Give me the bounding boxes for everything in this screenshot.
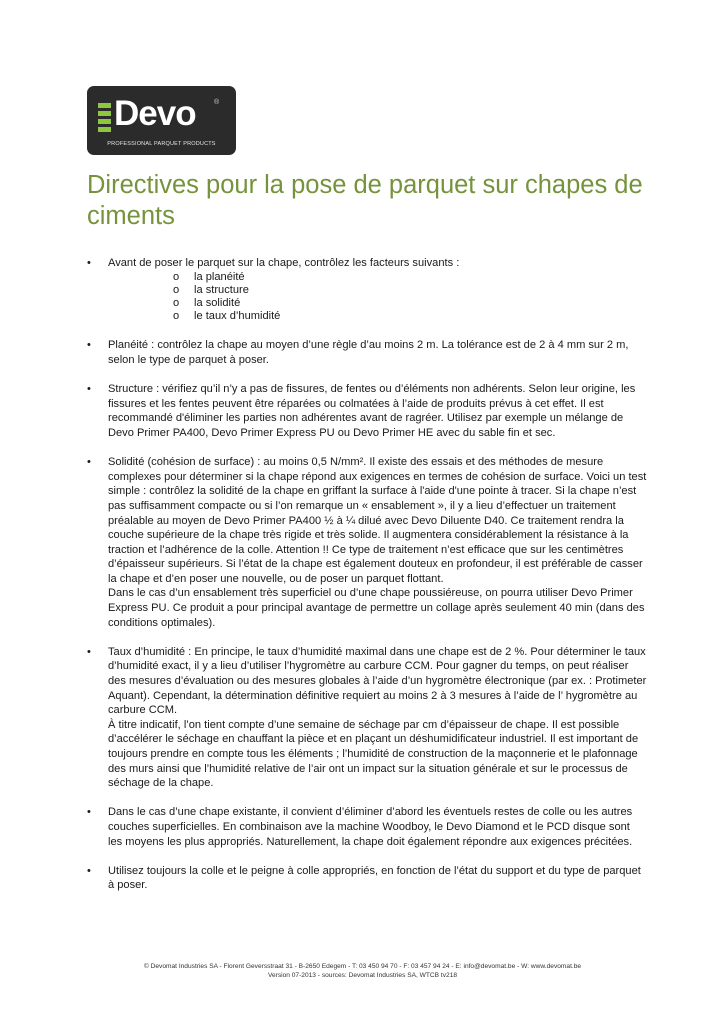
bullet-icon: • <box>87 806 91 819</box>
footer-version-line: Version 07-2013 - sources: Devomat Industries SA, WTCB tv218 <box>267 972 458 979</box>
bullet-section <box>87 455 647 630</box>
factor-list-item <box>108 284 647 297</box>
footer-contact-line: © Devomat Industries SA - Florent Geversstraat 31 - B-2650 Edegem - T: 03 450 94 70 - F: 03 457 94 24 - E: info@devomat.be - W: www.devomat.be <box>143 963 582 970</box>
circle-bullet-icon: o <box>173 297 180 310</box>
devo-logo <box>87 86 236 155</box>
bullet-section <box>87 645 647 791</box>
section-paragraph: Utilisez toujours la colle et le peigne à colle appropriés, en fonction de l’état du support et du type de parquet à poser. <box>108 864 641 892</box>
section-paragraph: Taux d’humidité : En principe, le taux d’humidité maximal dans une chape est de 2 %. Pour déterminer le taux d’humidité exact, il y a lieu d’utiliser l’hygromètre au carbure CCM. Pour gagner du temps, on peut réaliser des mesures d’évaluation ou des mesures globales à l’aide d’un hygromètre électronique (par ex. : Protimeter Aquant). Cependant, la détermination définitive requiert au moins 2 à 3 mesures à l’aide de l’ hygromètre au carbure CCM. <box>108 645 647 717</box>
circle-bullet-icon: o <box>173 270 180 283</box>
bullet-icon: • <box>87 645 91 658</box>
factor-label: la planéité <box>194 270 245 283</box>
logo-registered-mark: ® <box>214 99 220 106</box>
logo-bars-icon <box>98 103 111 135</box>
bullet-section <box>87 382 647 440</box>
bullet-icon: • <box>87 257 91 269</box>
factor-list-item <box>108 297 647 310</box>
section-paragraph: Solidité (cohésion de surface) : au moins 0,5 N/mm². Il existe des essais et des méthodes de mesure complexes pour déterminer si la chape répond aux exigences en termes de cohésion de surface. Voici un test simple : contrôlez la solidité de la chape en griffant la surface à l'aide d'une pointe à tracer. Si la chape n’est pas suffisamment compacte ou si l’on remarque un « ensablement », il y a lieu d’effectuer un traitement préalable au moyen de Devo Primer PA400 ½ à ¼ dilué avec Devo Diluente D40. Ce traitement rendra la couche supérieure de la chape très rigide et très solide. Il augmentera considérablement la résistance à la traction et l’adhérence de la colle. Attention !! Ce type de traitement n’est efficace que sur les centimètres d’épaisseur supérieurs. Si l’état de la chape est également douteux en profondeur, il est préférable de casser la chape et d’en poser une nouvelle, ou de poser un parquet flottant. <box>108 456 647 585</box>
circle-bullet-icon: o <box>173 310 180 323</box>
section-paragraph: Dans le cas d’une chape existante, il convient d’éliminer d’abord les éventuels restes de colle ou les autres couches superficielles. En combinaison ave la machine Woodboy, le Devo Diamond et le PCD disque sont les moyens les plus appropriés. Naturellement, la chape doit également répondre aux exigences précitées. <box>108 806 633 848</box>
circle-bullet-icon: o <box>173 283 180 296</box>
logo-wordmark: Devo <box>114 94 196 133</box>
section-paragraph: Planéité : contrôlez la chape au moyen d’une règle d’au moins 2 m. La tolérance est de 2 à 4 mm sur 2 m, selon le type de parquet à poser. <box>108 339 629 366</box>
logo-tagline: PROFESSIONAL PARQUET PRODUCTS <box>107 141 216 147</box>
section-paragraph: Structure : vérifiez qu’il n’y a pas de fissures, de fentes ou d’éléments non adhérents. Selon leur origine, les fissures et les fentes peuvent être réparées ou colmatées à l’aide de produits prévus à cet effet. Il est recommandé d'éliminer les parties non adhérentes avant de ragréer. Utilisez par exemple un mélange de Devo Primer PA400, Devo Primer Express PU ou Devo Primer HE avec du sable fin et sec. <box>108 383 636 439</box>
document-body <box>87 256 647 908</box>
section-paragraph: Avant de poser le parquet sur la chape, contrôlez les facteurs suivants : <box>108 257 460 269</box>
bullet-icon: • <box>87 864 91 877</box>
factor-label: le taux d’humidité <box>194 310 281 323</box>
factor-list-item <box>108 271 647 284</box>
bullet-section <box>87 805 647 849</box>
bullet-section <box>87 864 647 893</box>
bullet-section <box>87 256 647 324</box>
factor-label: la structure <box>194 283 249 296</box>
section-paragraph: À titre indicatif, l’on tient compte d’une semaine de séchage par cm d’épaisseur de chape. Il est possible d’accélérer le séchage en chauffant la pièce et en plaçant un déshumidificateur industriel. Il est important de toujours prendre en compte tous les éléments ; l’humidité de construction de la maçonnerie et le plafonnage des murs ainsi que l’humidité relative de l’air ont un impact sur la situation générale et sur le processus de séchage de la chape. <box>108 718 639 790</box>
factor-label: la solidité <box>194 297 241 310</box>
bullet-section <box>87 338 647 367</box>
page-title: Directives pour la pose de parquet sur chapes de ciments <box>87 171 643 230</box>
bullet-icon: • <box>87 456 91 469</box>
bullet-icon: • <box>87 383 91 396</box>
section-paragraph: Dans le cas d’un ensablement très superficiel ou d’une chape poussiéreuse, on pourra utiliser Devo Primer Express PU. Ce produit a pour principal avantage de permettre un collage après seulement 40 min (dans des conditions optimales). <box>108 587 645 629</box>
page-footer <box>0 962 725 980</box>
bullet-icon: • <box>87 339 91 352</box>
factor-list <box>108 271 647 324</box>
factor-list-item <box>108 310 647 323</box>
